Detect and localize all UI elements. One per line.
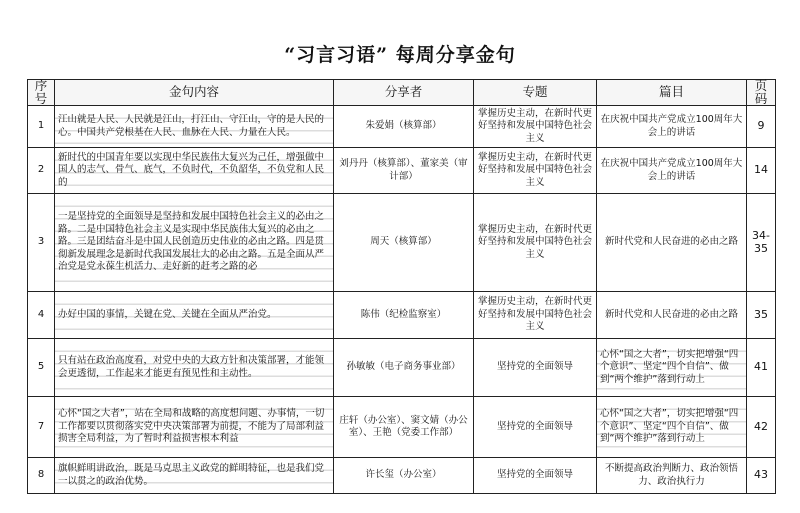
table-row (28, 339, 776, 397)
row-number: 1 (28, 106, 55, 148)
table-header-row (28, 80, 776, 106)
chapter-cell: 不断提高政治判断力、政治领悟力、政治执行力 (597, 458, 747, 494)
row-number: 2 (28, 148, 55, 194)
topic-cell: 坚持党的全面领导 (474, 397, 597, 458)
quotes-table (27, 79, 776, 494)
header-quote: 金句内容 (55, 80, 334, 106)
page-cell: 9 (747, 106, 776, 148)
row-number: 3 (28, 194, 55, 292)
quote-cell: 新时代的中国青年要以实现中华民族伟大复兴为己任，增强做中国人的志气、骨气、底气，不负时代，不负韶华，不负党和人民的 (55, 148, 334, 194)
sharer-cell: 庄轩（办公室）、窦文婧（办公室）、王艳（党委工作部） (334, 397, 474, 458)
quote-cell: 只有站在政治高度看，对党中央的大政方针和决策部署，才能领会更透彻，工作起来才能更有预见性和主动性。 (55, 339, 334, 397)
page-cell: 34-35 (747, 194, 776, 292)
topic-cell: 掌握历史主动，在新时代更好坚持和发展中国特色社会主义 (474, 148, 597, 194)
header-no: 序号 (28, 80, 55, 106)
sharer-cell: 朱爱娟（核算部） (334, 106, 474, 148)
sharer-cell: 刘丹丹（核算部）、董家美（审计部） (334, 148, 474, 194)
page-cell: 14 (747, 148, 776, 194)
table-row (28, 397, 776, 458)
topic-cell: 掌握历史主动，在新时代更好坚持和发展中国特色社会主义 (474, 194, 597, 292)
table-row (28, 148, 776, 194)
quote-cell: 心怀“国之大者”，站在全局和战略的高度想问题、办事情，一切工作都要以贯彻落实党中央决策部署为前提，不能为了局部利益损害全局利益，为了暂时利益损害根本利益 (55, 397, 334, 458)
quote-cell: 江山就是人民、人民就是江山，打江山、守江山，守的是人民的心。中国共产党根基在人民、血脉在人民、力量在人民。 (55, 106, 334, 148)
chapter-cell: 在庆祝中国共产党成立100周年大会上的讲话 (597, 106, 747, 148)
chapter-cell: 新时代党和人民奋进的必由之路 (597, 194, 747, 292)
table-row (28, 194, 776, 292)
chapter-cell: 新时代党和人民奋进的必由之路 (597, 292, 747, 339)
table-row (28, 458, 776, 494)
page-cell: 41 (747, 339, 776, 397)
topic-cell: 坚持党的全面领导 (474, 339, 597, 397)
row-number: 7 (28, 397, 55, 458)
topic-cell: 掌握历史主动，在新时代更好坚持和发展中国特色社会主义 (474, 292, 597, 339)
page-cell: 43 (747, 458, 776, 494)
topic-cell: 坚持党的全面领导 (474, 458, 597, 494)
document-title: “习言习语” 每周分享金句 (284, 44, 516, 66)
chapter-cell: 心怀“国之大者”，切实把增强“四个意识”、坚定“四个自信”、做到“两个维护”落到行动上 (597, 397, 747, 458)
header-page: 页码 (747, 80, 776, 106)
sharer-cell: 周天（核算部） (334, 194, 474, 292)
quote-cell: 办好中国的事情，关键在党、关键在全面从严治党。 (55, 292, 334, 339)
table-row (28, 292, 776, 339)
quote-cell: 一是坚持党的全面领导是坚持和发展中国特色社会主义的必由之路。二是中国特色社会主义是实现中华民族伟大复兴的必由之路。三是团结奋斗是中国人民创造历史伟业的必由之路。四是贯彻新发展理念是新时代我国发展壮大的必由之路。五是全面从严治党是党永葆生机活力、走好新的赶考之路的必 (55, 194, 334, 292)
header-sharer: 分享者 (334, 80, 474, 106)
header-chapter: 篇目 (597, 80, 747, 106)
chapter-cell: 心怀“国之大者”，切实把增强“四个意识”、坚定“四个自信”、做到“两个维护”落到行动上 (597, 339, 747, 397)
row-number: 8 (28, 458, 55, 494)
sharer-cell: 陈伟（纪检监察室） (334, 292, 474, 339)
row-number: 5 (28, 339, 55, 397)
topic-cell: 掌握历史主动，在新时代更好坚持和发展中国特色社会主义 (474, 106, 597, 148)
sharer-cell: 许长玺（办公室） (334, 458, 474, 494)
page-cell: 35 (747, 292, 776, 339)
table-row (28, 106, 776, 148)
quote-cell: 旗帜鲜明讲政治，既是马克思主义政党的鲜明特征，也是我们党一以贯之的政治优势。 (55, 458, 334, 494)
sharer-cell: 孙敏敏（电子商务事业部） (334, 339, 474, 397)
page-cell: 42 (747, 397, 776, 458)
header-topic: 专题 (474, 80, 597, 106)
row-number: 4 (28, 292, 55, 339)
chapter-cell: 在庆祝中国共产党成立100周年大会上的讲话 (597, 148, 747, 194)
